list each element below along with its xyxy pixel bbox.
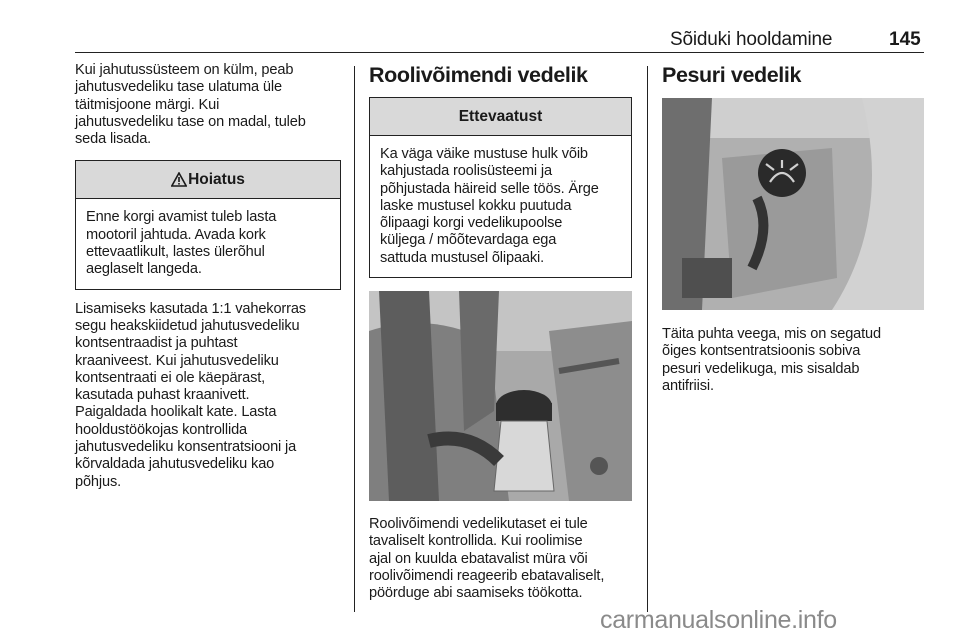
watermark: carmanualsonline.info	[600, 606, 837, 634]
washer-reservoir-photo	[662, 98, 924, 310]
section-heading-power-steering: Roolivõimendi vedelik	[369, 63, 588, 87]
power-steering-body-text: Roolivõimendi vedelikutaset ei tule tavaliselt kontrollida. Kui roolimise ajal on kuulda ebatavalist müra või roolivõimendi reageerib ebatavaliselt, pöörduge abi saamiseks töökotta.	[369, 516, 605, 602]
running-header-title: Sõiduki hooldamine	[670, 29, 833, 50]
column-divider-2	[647, 66, 648, 612]
washer-fluid-body-text: Täita puhta veega, mis on segatud õiges kontsentratsioonis sobiva pesuri vedelikuga, mis sisaldab antifriisi.	[662, 326, 881, 394]
warning-header	[76, 161, 340, 199]
column-washer-fluid	[662, 62, 924, 395]
caution-box	[369, 97, 632, 278]
section-heading-washer-fluid: Pesuri vedelik	[662, 63, 802, 87]
warning-box	[75, 160, 341, 289]
column-coolant	[75, 62, 341, 491]
column-power-steering	[369, 62, 632, 603]
header-rule	[75, 52, 924, 53]
coolant-body-text: Lisamiseks kasutada 1:1 vahekorras segu heakskiidetud jahutusvedeliku kontsentraadist ja puhtast kraaniveest. Kui jahutusvedeliku kontsentraati ei ole käepärast, kasutada puhast kraanivett. Paigaldada hoolikalt kate. Lasta hooldustöökojas kontrollida jahutusvedeliku konsentratsiooni ja kõrvaldada jahutusvedeliku kao põhjus.	[75, 300, 306, 490]
caution-title: Ettevaatust	[458, 107, 543, 125]
caution-body	[370, 136, 631, 277]
warning-triangle-icon	[171, 172, 187, 187]
caution-header	[370, 98, 631, 136]
warning-body	[76, 199, 340, 288]
warning-title: Hoiatus	[188, 170, 245, 188]
coolant-intro-text: Kui jahutussüsteem on külm, peab jahutusvedeliku tase ulatuma üle täitmisjoone märgi. Kui jahutusvedeliku tase on madal, tuleb seda lisada.	[75, 62, 306, 148]
page-number: 145	[889, 29, 921, 50]
column-divider-1	[354, 66, 355, 612]
power-steering-reservoir-photo	[369, 291, 632, 501]
caution-text: Ka väga väike mustuse hulk võib kahjustada roolisüsteemi ja põhjustada häireid selle töös. Ärge laske mustusel kokku puutuda õlipaagi korgi vedelikupoolse küljega / mõõtevardaga ega sattuda mustusel õlipaaki.	[380, 146, 599, 266]
warning-text: Enne korgi avamist tuleb lasta mootoril jahtuda. Avada kork ettevaatlikult, lastes ülerõhul aeglaselt langeda.	[86, 209, 277, 278]
